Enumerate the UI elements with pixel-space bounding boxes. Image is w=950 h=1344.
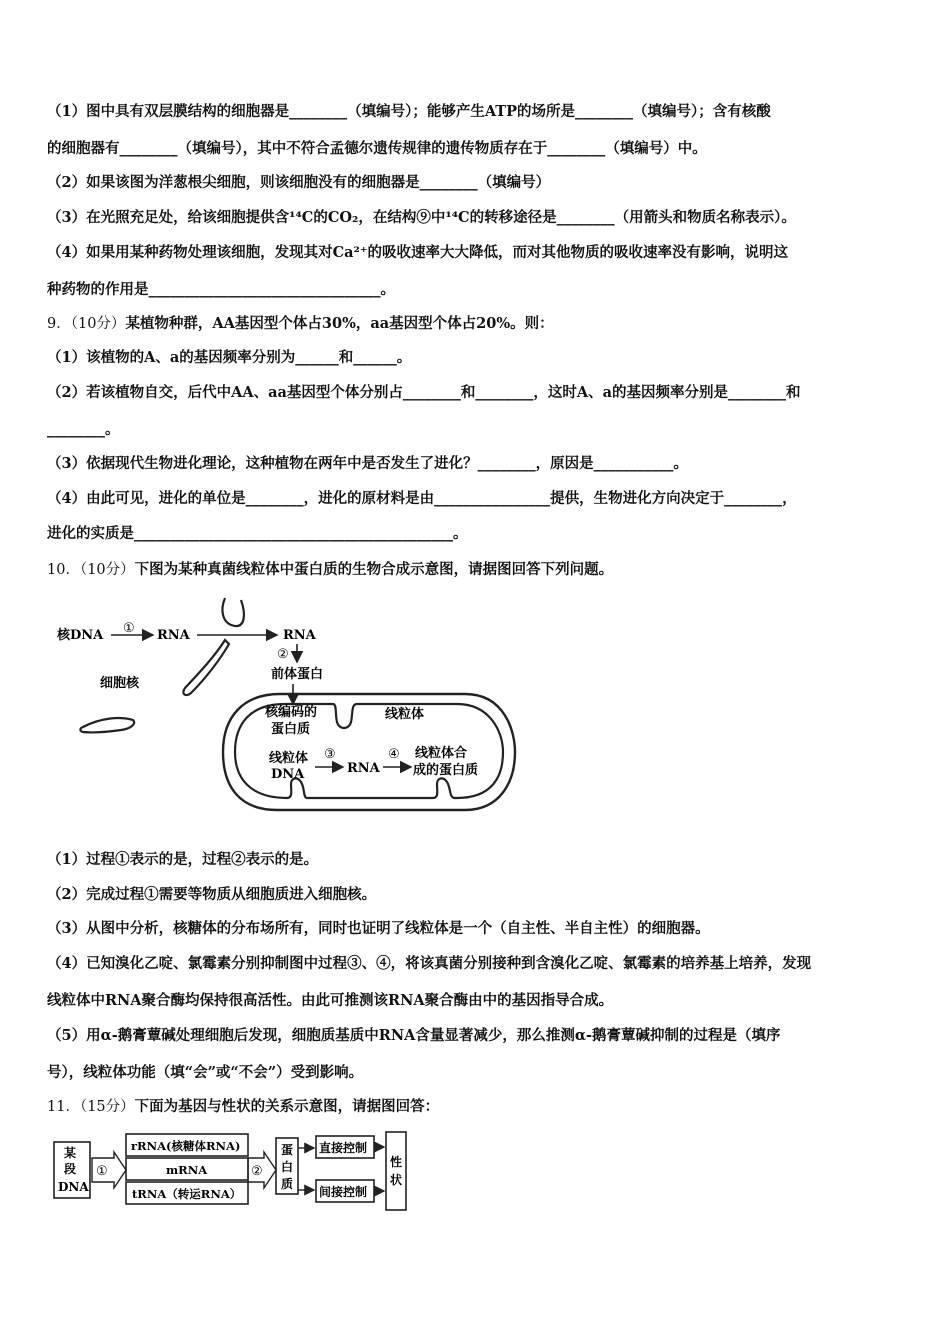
precursor-protein-label: 前体蛋白 <box>271 667 324 682</box>
process-1-marker: ① <box>123 621 135 636</box>
q10-part4-line2: 线粒体中RNA聚合酶均保持很高活性。由此可推测该RNA聚合酶由中的基因指导合成。 <box>47 992 614 1009</box>
q9-heading <box>47 314 910 334</box>
q10-part4-line1: （4）已知溴化乙啶、氯霉素分别抑制图中过程③、④，将该真菌分别接种到含溴化乙啶、氯霉素的培养基上培养，发现 <box>47 955 812 972</box>
dna-label-3: DNA <box>58 1180 89 1194</box>
mito-synthesized-protein-label-1: 线粒体合 <box>415 746 468 761</box>
nuclear-encoded-protein-label-2: 蛋白质 <box>271 722 311 737</box>
q10-number: 10．（10分） <box>47 562 135 578</box>
nuclear-rna-label: RNA <box>157 628 190 643</box>
q11-number: 11．（15分） <box>47 1099 135 1115</box>
process-4-marker: ④ <box>388 747 400 762</box>
process-2-marker: ② <box>277 647 289 662</box>
trna-label: tRNA（转运RNA） <box>132 1187 242 1201</box>
q9-part2-line2: ________。 <box>47 421 120 438</box>
mito-rna-label: RNA <box>347 761 380 776</box>
q10-part3: （3）从图中分析，核糖体的分布场所有，同时也证明了线粒体是一个（自主性、半自主性）的细胞器。 <box>47 920 710 937</box>
q9-part3: （3）依据现代生物进化理论，这种植物在两年中是否发生了进化？________，原因是___________。 <box>47 455 688 472</box>
er-membrane-top <box>222 598 243 626</box>
gene-trait-relationship-figure <box>52 1130 412 1212</box>
q9-part4-line1: （4）由此可见，进化的单位是________，进化的原材料是由________________提供，生物进化方向决定于________， <box>47 490 797 507</box>
er-membrane-middle <box>183 640 229 695</box>
q11-heading <box>47 1097 910 1117</box>
q9-part4-line2: 进化的实质是____________________________________________。 <box>47 525 468 542</box>
mito-dna-label-2: DNA <box>271 767 305 782</box>
q8-part3: （3）在光照充足处，给该细胞提供含¹⁴C的CO₂，在结构⑨中¹⁴C的转移途径是________（用箭头和物质名称表示）。 <box>47 209 796 226</box>
protein-label-1: 蛋 <box>281 1143 294 1157</box>
indirect-control-label: 间接控制 <box>319 1185 368 1199</box>
mitochondrion-label: 线粒体 <box>385 707 425 722</box>
direct-control-label: 直接控制 <box>319 1141 368 1155</box>
q10-part5-line1: （5）用α-鹅膏蕈碱处理细胞后发现，细胞质基质中RNA含量显著减少，那么推测α-鹅膏蕈碱抑制的过程是（填序 <box>47 1027 781 1044</box>
q11-stem: 下面为基因与性状的关系示意图，请据图回答： <box>134 1098 440 1115</box>
er-membrane-lower <box>80 718 134 732</box>
q10-stem: 下图为某种真菌线粒体中蛋白质的生物合成示意图，请据图回答下列问题。 <box>134 561 614 578</box>
dna-label-2: 段 <box>64 1162 77 1176</box>
q9-part1: （1）该植物的A、a的基因频率分别为______和______。 <box>47 349 412 366</box>
mito-synthesized-protein-label-2: 成的蛋白质 <box>413 763 479 778</box>
q8-part4-line1: （4）如果用某种药物处理该细胞，发现其对Ca²⁺的吸收速率大大降低，而对其他物质的吸收速率没有影响，说明这 <box>47 244 789 261</box>
protein-label-3: 质 <box>281 1177 294 1191</box>
process-1-marker: ① <box>96 1164 108 1179</box>
q10-heading <box>47 560 910 580</box>
mitochondria-protein-synthesis-figure <box>45 592 525 837</box>
cytoplasm-rna-label: RNA <box>283 628 316 643</box>
process-2-marker: ② <box>251 1164 263 1179</box>
process-3-marker: ③ <box>324 747 336 762</box>
nucleus-label: 细胞核 <box>100 676 140 691</box>
q8-part2: （2）如果该图为洋葱根尖细胞，则该细胞没有的细胞器是________（填编号） <box>47 174 551 191</box>
nuclear-encoded-protein-label-1: 核编码的 <box>265 705 318 720</box>
dna-label-1: 某 <box>64 1146 77 1160</box>
mito-dna-label-1: 线粒体 <box>269 751 309 766</box>
q8-part1-line2: 的细胞器有________（填编号），其中不符合孟德尔遗传规律的遗传物质存在于________（填编号）中。 <box>47 140 707 157</box>
mrna-label: mRNA <box>166 1163 208 1177</box>
rrna-label: rRNA(核糖体RNA) <box>131 1139 241 1153</box>
trait-box <box>386 1132 406 1210</box>
q8-part4-line2: 种药物的作用是________________________________。 <box>47 281 395 298</box>
q9-stem: 某植物种群，AA基因型个体占30%，aa基因型个体占20%。则： <box>125 315 554 332</box>
trait-label-1: 性 <box>390 1155 403 1169</box>
q8-part1-line1: （1）图中具有双层膜结构的细胞器是________（填编号）；能够产生ATP的场所是________（填编号）；含有核酸 <box>47 103 771 120</box>
q10-part5-line2: 号），线粒体功能（填“会”或“不会”）受到影响。 <box>47 1064 364 1081</box>
q10-part2: （2）完成过程①需要等物质从细胞质进入细胞核。 <box>47 886 377 903</box>
protein-label-2: 白 <box>281 1160 294 1174</box>
q10-part1: （1）过程①表示的是，过程②表示的是。 <box>47 851 319 868</box>
q9-number: 9．（10分） <box>47 316 126 332</box>
q9-part2-line1: （2）若该植物自交，后代中AA、aa基因型个体分别占________和________，这时A、a的基因频率分别是________和 <box>47 384 801 401</box>
trait-label-2: 状 <box>390 1173 403 1187</box>
nuclear-dna-label: 核DNA <box>57 628 104 643</box>
